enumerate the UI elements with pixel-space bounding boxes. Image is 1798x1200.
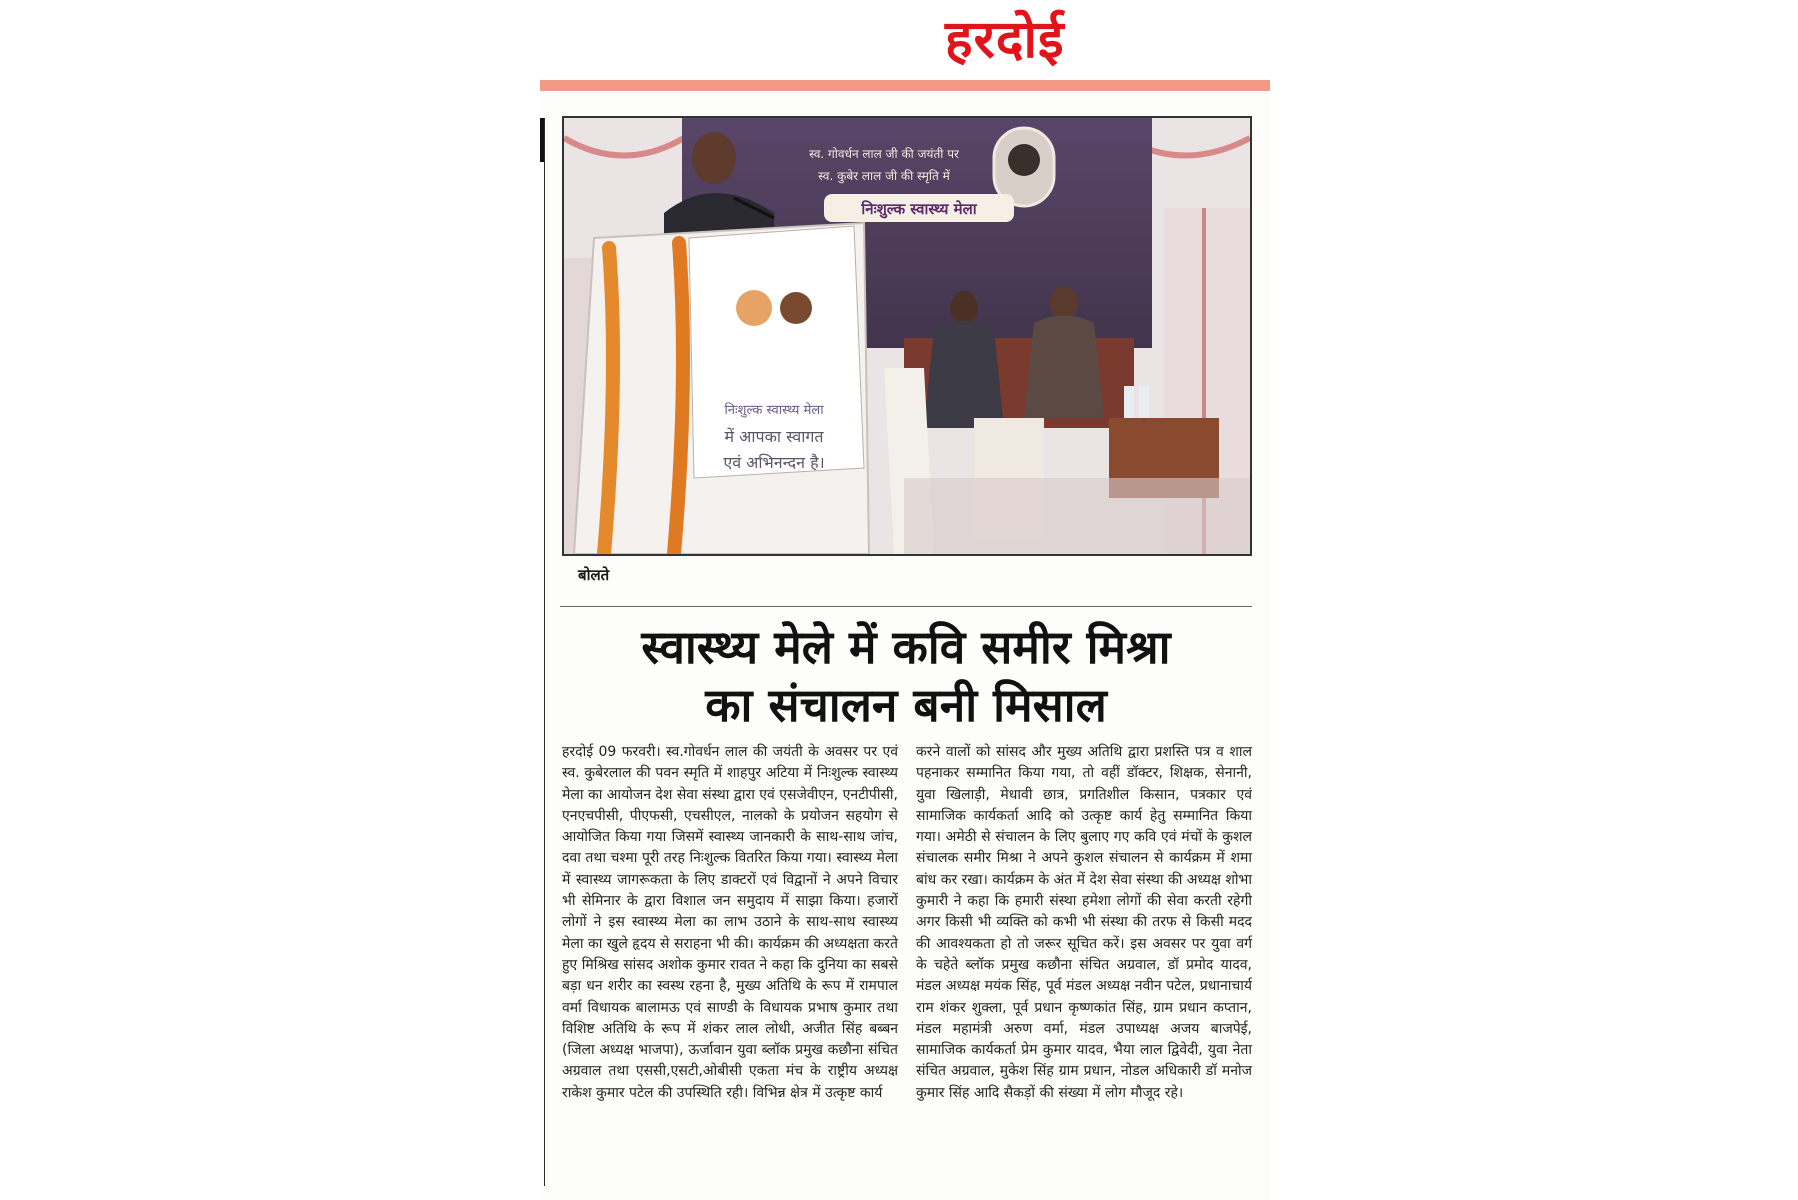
headline-line-2: का संचालन बनी मिसाल (705, 678, 1107, 732)
banner-line-1: स्व. गोवर्धन लाल जी की जयंती पर (809, 147, 959, 161)
headline-line-1: स्वास्थ्य मेले में कवि समीर मिश्रा (641, 620, 1171, 674)
column-edge-line (544, 118, 545, 1186)
masthead-title: हरदोई (945, 10, 1065, 70)
headline (560, 618, 1252, 734)
podium-line-3: एवं अभिनन्दन है। (723, 453, 825, 472)
podium-line-2: में आपका स्वागत (724, 427, 824, 446)
masthead (540, 0, 1270, 78)
newspaper-clipping (540, 0, 1270, 1200)
photo-caption: बोलते (578, 566, 610, 584)
podium-line-1: निःशुल्क स्वास्थ्य मेला (724, 403, 824, 418)
news-photo-illustration (564, 118, 1250, 554)
article-column-right: करने वालों को सांसद और मुख्य अतिथि द्वारा प्रशस्ति पत्र व शाल पहनाकर सम्मानित किया गया, तो वहीं डॉक्टर, शिक्षक, सेनानी, युवा खिलाड़ी, मेधावी छात्र, प्रगतिशील किसान, पत्रकार एवं सामाजिक कार्यकर्ता आदि को उत्कृष्ट कार्य हेतु सम्मानित किया गया। अमेठी से संचालन के लिए बुलाए गए कवि एवं मंचों के कुशल संचालक समीर मिश्रा ने अपने कुशल संचालन से कार्यक्रम में शमा बांध कर रखा। कार्यक्रम के अंत में देश सेवा संस्था की अध्यक्ष शोभा कुमारी ने कहा कि हमारी संस्था हमेशा लोगों की सेवा करती रहेगी अगर किसी भी व्यक्ति को कभी भी संस्था की तरफ से किसी मदद की आवश्यकता हो तो जरूर सूचित करें। इस अवसर पर युवा वर्ग के चहेते ब्लॉक प्रमुख कछौना संचित अग्रवाल, डॉ प्रमोद यादव, मंडल अध्यक्ष मयंक सिंह, पूर्व मंडल अध्यक्ष नवीन पटेल, प्रधानाचार्य राम शंकर शुक्ला, पूर्व प्रधान कृष्णकांत सिंह, ग्राम प्रधान कप्तान, मंडल महामंत्री अरुण वर्मा, मंडल उपाध्यक्ष अजय बाजपेई, सामाजिक कार्यकर्ता प्रेम कुमार यादव, भैया लाल द्विवेदी, युवा नेता संचित अग्रवाल, मुकेश सिंह ग्राम प्रधान, नोडल अधिकारी डॉ मनोज कुमार सिंह आदि सैकड़ों की संख्या में लोग मौजूद रहे। (916, 744, 1252, 1101)
news-photo (562, 116, 1252, 556)
article-column-left: हरदोई 09 फरवरी। स्व.गोवर्धन लाल की जयंती के अवसर पर एवं स्व. कुबेरलाल की पवन स्मृति में शाहपुर अटिया में निःशुल्क स्वास्थ्य मेला का आयोजन देश सेवा संस्था द्वारा एवं एसजेवीएन, एनटीपीसी, एनएचपीसी, पीएफसी, एचसीएल, नालको के प्रयोजन सहयोग से आयोजित किया गया जिसमें स्वास्थ्य जानकारी के साथ-साथ जांच, दवा तथा चश्मा पूरी तरह निःशुल्क वितरित किया गया। स्वास्थ्य मेला में स्वास्थ्य जागरूकता के लिए डाक्टरों एवं विद्वानों ने अपने विचार भी सेमिनार के द्वारा विशाल जन समुदाय में साझा किया। हजारों लोगों ने इस स्वास्थ्य मेला का लाभ उठाने के साथ-साथ स्वास्थ्य मेला का खुले हृदय से सराहना भी की। कार्यक्रम की अध्यक्षता करते हुए मिश्रिख सांसद अशोक कुमार रावत ने कहा कि दुनिया का सबसे बड़ा धन शरीर का स्वस्थ रहना है, मुख्य अतिथि के रूप में रामपाल वर्मा विधायक बालामऊ एवं साण्डी के विधायक प्रभाष कुमार तथा विशिष्ट अतिथि के रूप में शंकर लाल लोधी, अजीत सिंह बब्बन (जिला अध्यक्ष भाजपा), ऊर्जावान युवा ब्लॉक प्रमुख कछौना संचित अग्रवाल तथा एससी,एसटी,ओबीसी एकता मंच के राष्ट्रीय अध्यक्ष राकेश कुमार पटेल की उपस्थिति रही। विभिन्न क्षेत्र में उत्कृष्ट कार्य (562, 744, 898, 1101)
banner-line-2: स्व. कुबेर लाल जी की स्मृति में (818, 169, 950, 183)
banner-line-3: निःशुल्क स्वास्थ्य मेला (861, 200, 977, 218)
separator-rule (560, 606, 1252, 607)
masthead-rule (540, 80, 1270, 91)
